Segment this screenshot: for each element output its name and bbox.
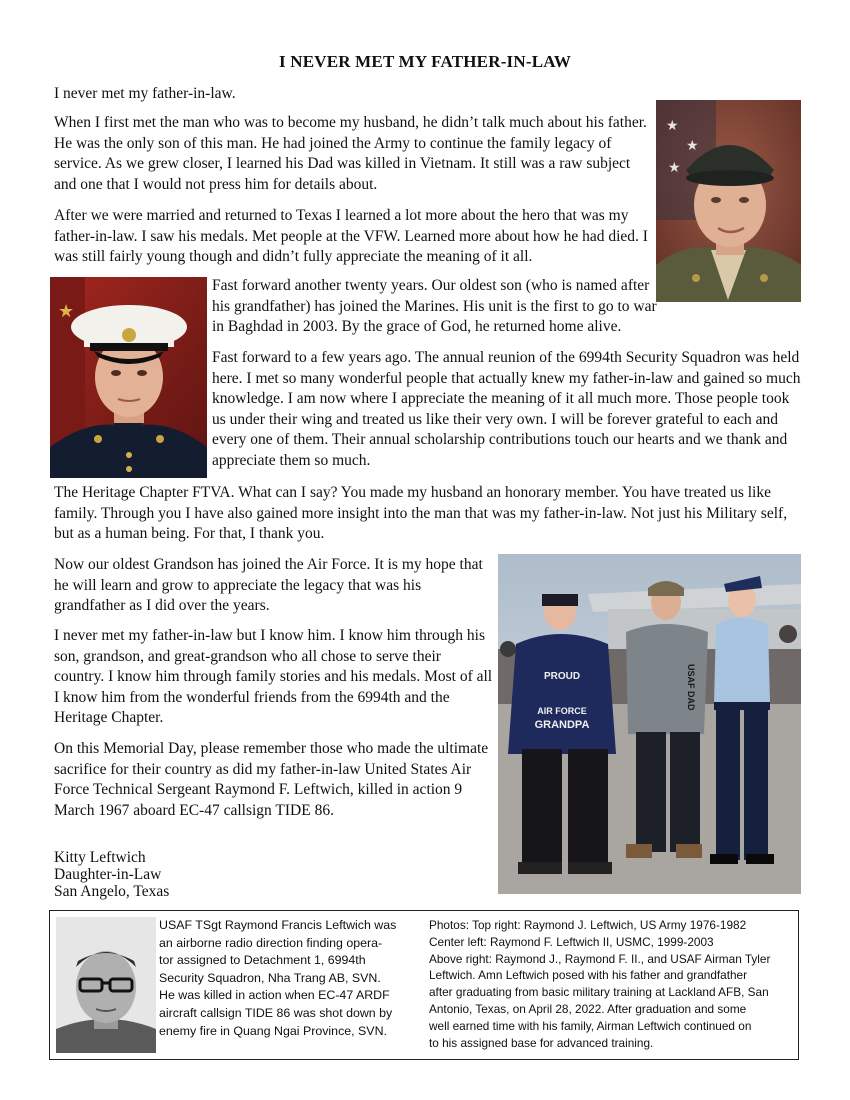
photo-caption: [429, 917, 770, 1051]
army-portrait-photo: [656, 100, 801, 302]
bio-caption: [159, 917, 396, 1040]
tshirt-text-line-2: AIR FORCE: [537, 706, 587, 716]
paragraph-3: Fast forward another twenty years. Our oldest son (who is named after his grandfather) has joined the Marines. His unit is the first to go to war in Baghdad in 2003. By the grace of God, he returned home alive.: [212, 277, 657, 336]
bio-line: USAF TSgt Raymond Francis Leftwich was: [159, 918, 397, 932]
paragraph-5: The Heritage Chapter FTVA. What can I say? You made my husband an honorary member. You have treated us like family. Through you I have also gained more insight into the man that was my father-in-law. Not just his Military self, but as a human being. For that, I thank you.: [54, 484, 788, 543]
svg-text:★: ★: [58, 301, 75, 321]
intro-paragraph: I never met my father-in-law.: [54, 85, 236, 102]
paragraph-8: On this Memorial Day, please remember those who made the ultimate sacrifice for their country as did my father-in-law United States Air Force Technical Sergeant Raymond F. Leftwich, killed in action 9 March 1967 aboard EC-47 callsign TIDE 86.: [54, 740, 489, 819]
signature-location: San Angelo, Texas: [54, 883, 170, 900]
bio-line: an airborne radio direction finding opera-: [159, 935, 383, 950]
signature-name: Kitty Leftwich: [54, 849, 146, 866]
photo-line: Antonio, Texas, on April 28, 2022. After graduation and some: [429, 1001, 747, 1016]
signature-block: [54, 849, 169, 900]
paragraph-1: When I first met the man who was to become my husband, he didn’t talk much about his father. He was the only son of this man. He had joined the Army to continue the family legacy of service. As we grew closer, I learned his Dad was killed in Vietnam. It still was a raw subject and one that I would not press him for details about.: [54, 114, 647, 193]
photo-line: Leftwich. Amn Leftwich posed with his father and grandfather: [429, 968, 748, 983]
bio-line: aircraft callsign TIDE 86 was shot down by: [159, 1005, 393, 1020]
raymond-f-leftwich-portrait: [56, 917, 156, 1053]
paragraph-2: After we were married and returned to Texas I learned a lot more about the hero that was my father-in-law. I saw his medals. Met people at the VFW. Learned more about how he had died. I was still fairly young though and didn’t fully appreciate the meaning of it all.: [54, 207, 648, 266]
bio-line: Security Squadron, Nha Trang AB, SVN.: [159, 970, 381, 985]
caption-box: [49, 910, 799, 1060]
photo-line: Center left: Raymond F. Leftwich II, USMC, 1999-2003: [429, 934, 714, 949]
signature-relation: Daughter-in-Law: [54, 866, 162, 883]
svg-text:★: ★: [686, 139, 699, 154]
tshirt2-text: USAF DAD: [686, 664, 696, 711]
tshirt-text-line-1: PROUD: [543, 671, 581, 682]
photo-line: Photos: Top right: Raymond J. Leftwich, US Army 1976-1982: [429, 918, 747, 932]
marine-portrait-photo: [50, 277, 207, 478]
photo-line: to his assigned base for advanced training.: [429, 1035, 654, 1050]
family-graduation-photo: [498, 554, 801, 894]
photo-line: Above right: Raymond J., Raymond F. II., and USAF Airman Tyler: [429, 951, 771, 966]
paragraph-4: Fast forward to a few years ago. The annual reunion of the 6994th Security Squadron was held here. I met so many wonderful people that actually knew my father-in-law and gained so much knowledge. I am now where I appreciate the meaning of it all much more. Those people took us under their wing and treated us like their very own. I will be forever grateful to each and every one of them. Their annual scholarship contributions touch our hearts and we thank and appreciate them so much.: [212, 349, 801, 469]
bio-line: He was killed in action when EC-47 ARDF: [159, 988, 390, 1003]
paragraph-7: I never met my father-in-law but I know him. I know him through his son, grandson, and great-grandson who all chose to serve their country. I know him through family stories and his medals. Most of all I know him from the wonderful friends from the 6994th and the Heritage Chapter.: [54, 627, 493, 727]
tshirt-text-line-3: GRANDPA: [534, 719, 590, 731]
article-title: I NEVER MET MY FATHER-IN-LAW: [278, 52, 572, 71]
svg-text:★: ★: [668, 161, 681, 176]
bio-line: enemy fire in Quang Ngai Province, SVN.: [159, 1023, 387, 1038]
photo-line: well earned time with his family, Airman Leftwich continued on: [429, 1018, 752, 1033]
paragraph-6: Now our oldest Grandson has joined the Air Force. It is my hope that he will learn and grow to appreciate the legacy that was his grandfather as I did over the years.: [54, 556, 483, 615]
photo-line: after graduating from basic military training at Lackland AFB, San: [429, 985, 769, 1000]
bio-line: tor assigned to Detachment 1, 6994th: [159, 953, 366, 968]
svg-text:★: ★: [666, 119, 679, 134]
